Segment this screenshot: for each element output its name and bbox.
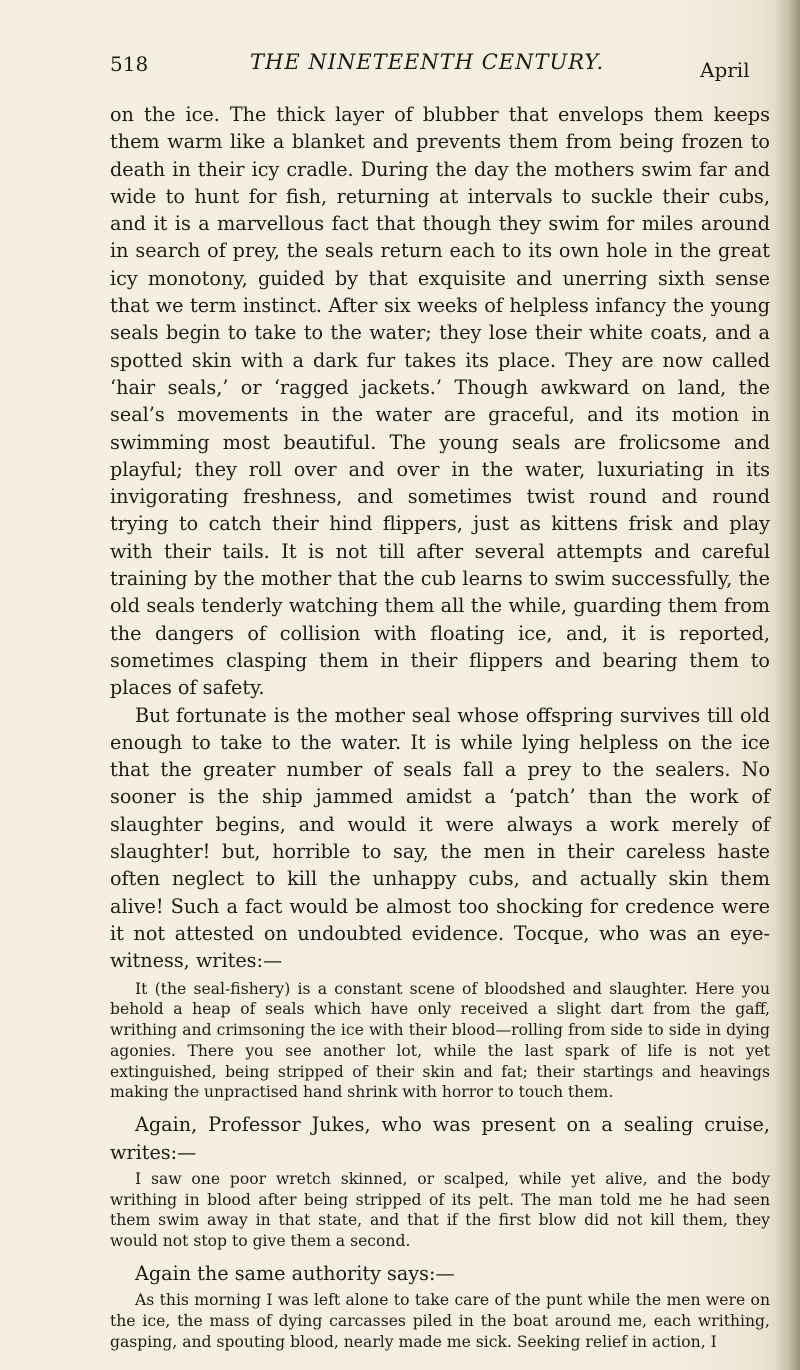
quote-jukes-first: I saw one poor wretch skinned, or scalped, while yet alive, and the body writhing in blood after being stripped of its pelt. The man told me he had seen them swim away in that state, and that if the first blow did not kill them, they would not stop to give them a second. xyxy=(110,1169,770,1251)
page-content xyxy=(110,101,770,1353)
quote-tocque: It (the seal-fishery) is a constant scene of bloodshed and slaughter. Here you behold a heap of seals which have only received a slight dart from the gaff, writhing and crimsoning the ice with their blood—rolling from side to side in dying agonies. There you see another lot, while the last spark of life is not yet extinguished, being stripped of their skin and fat; their startings and heavings making the unpractised hand shrink with horror to touch them. xyxy=(110,979,770,1102)
page-number: 518 xyxy=(110,52,149,76)
paragraph-same-authority: Again the same authority says:— xyxy=(135,1262,455,1286)
paragraph-sealers-slaughter: But fortunate is the mother seal whose offspring survives till old enough to take to the water. It is while lying helpless on the ice that the greater number of seals fall a prey to the sealers. No sooner is the ship jammed amidst a ‘patch’ than the work of slaughter begins, and would it were always a work merely of slaughter! but, horrible to say, the men in their careless haste often neglect to kill the unhappy cubs, and actually skin them alive! Such a fact would be almost too shocking for credence were it not attested on undoubted evidence. Tocque, who was an eye-witness, writes:— xyxy=(110,703,770,973)
quote-jukes-second: As this morning I was left alone to take care of the punt while the men were on the ice, the mass of dying carcasses piled in the boat around me, each writhing, gasping, and spouting blood, nearly made me sick. Seeking relief in action, I xyxy=(110,1291,770,1351)
running-month: April xyxy=(700,58,750,82)
page-header xyxy=(110,52,770,92)
page-edge-shadow xyxy=(774,0,800,1370)
running-title: THE NINETEENTH CENTURY. xyxy=(250,50,605,74)
paragraph-professor-jukes: Again, Professor Jukes, who was present on a sealing cruise, writes:— xyxy=(110,1113,770,1164)
paragraph-seal-infancy: on the ice. The thick layer of blubber that envelops them keeps them warm like a blanket and prevents them from being frozen to death in their icy cradle. During the day the mothers swim far and wide to hunt for fish, returning at intervals to suckle their cubs, and it is a marvellous fact that though they swim for miles around in search of prey, the seals return each to its own hole in the great icy monotony, guided by that exquisite and unerring sixth sense that we term instinct. After six weeks of helpless infancy the young seals begin to take to the water; they lose their white coats, and a spotted skin with a dark fur takes its place. They are now called ‘hair seals,’ or ‘ragged jackets.’ Though awkward on land, the seal’s movements in the water are graceful, and its motion in swimming most beautiful. The young seals are frolicsome and playful; they roll over and over in the water, luxuriating in its invigorating freshness, and sometimes twist round and round trying to catch their hind flippers, just as kittens frisk and play with their tails. It is not till after several attempts and careful training by the mother that the cub learns to swim successfully, the old seals tenderly watching them all the while, guarding them from the dangers of collision with floating ice, and, it is reported, sometimes clasping them in their flippers and bearing them to places of safety. xyxy=(110,103,770,700)
